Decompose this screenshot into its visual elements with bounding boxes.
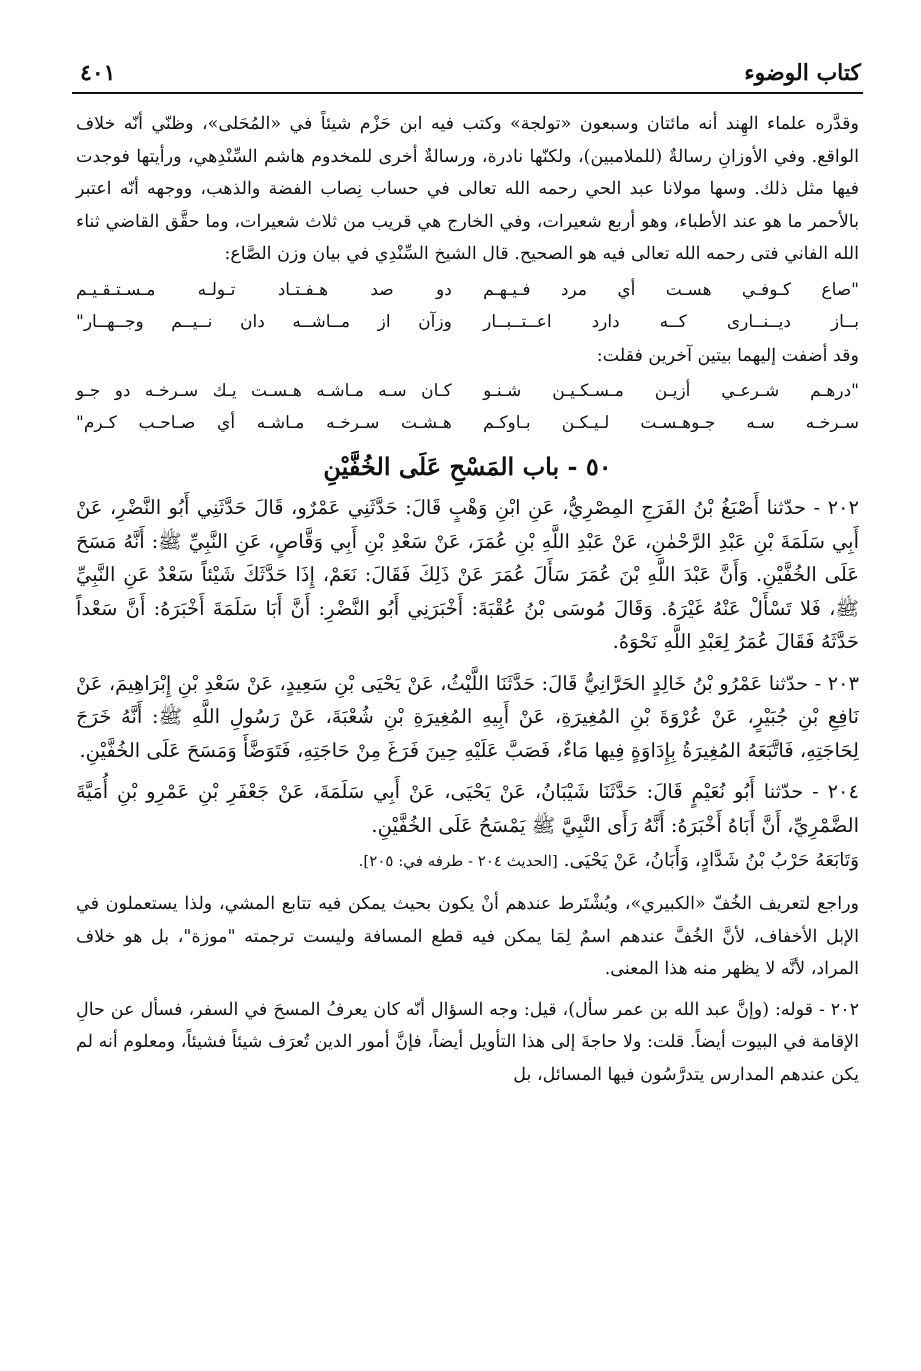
hadith-203: ٢٠٣ - حدّثنا عَمْرُو بْنُ خَالِدٍ الحَرَّانِيُّ قَالَ: حَدَّثَنَا اللَّيْثُ، عَنْ يَحْيَى بْنِ سَعِيدٍ، عَنْ سَعْدِ بْنِ إِبْرَاهِيمَ، عَنْ نَافِعِ بْنِ جُبَيْرٍ، عَنْ عُرْوَةَ بْنِ المُغِيرَةِ، عَنْ أَبِيهِ المُغِيرَةِ بْنِ شُعْبَةَ، عَنْ رَسُولِ اللَّهِ ﷺ: أَنَّهُ خَرَجَ لِحَاجَتِهِ، فَاتَّبَعَهُ المُغِيرَةُ بِإِدَاوَةٍ فِيها مَاءٌ، فَصَبَّ عَلَيْهِ حِينَ فَرَغَ مِنْ حَاجَتِهِ، فَتَوَضَّأَ وَمَسَحَ عَلَى الخُفَّيْنِ. [76, 671, 859, 762]
page-body [76, 108, 859, 1091]
chapter-title: ٥٠ - باب المَسْحِ عَلَى الخُفَّيْنِ [323, 452, 612, 481]
bridge-line: وقد أضفت إليهما بيتين آخرين فقلت: [596, 345, 859, 366]
hemistich-left: هـشـت سـرخـه مـاشـه أي صـاحـب كـرم" [76, 413, 452, 433]
poem-block-2 [76, 375, 859, 439]
page-number: ٤٠١ [80, 60, 116, 86]
intro-paragraph: وقدَّره علماء الهِند أنه مائتان وسبعون «تولجة» وكتب فيه ابن حَزْم شيئاً في «المُحَلى»، وظنّي أنّه خلاف الواقع. وفي الأوزانِ رسالةٌ (للملامبين)، ولكنّها نادرة، ورسالةٌ أخرى للمخدوم هاشم السِّنْدِهي، ورأيتها فوجدت فيها مثل ذلك. وسها مولانا عبد الحي رحمه الله تعالى في حساب نِصاب الفضة والذهب، ووجهه أنّه اعتبر بالأحمر ما هو عند الأطباء، وهو أربع شعيرات، وفي الخارج هي قريب من ثلاث شعيرات، وما حقَّق القاضي ثناء الله الفاني فتى رحمه الله تعالى فيه هو الصحيح. قال الشيخ السِّنْدِي في بيان وزن الصَّاع: [76, 114, 859, 264]
hadith-followup [76, 844, 859, 878]
poem-line [76, 306, 859, 338]
hadith-202: ٢٠٢ - حدّثنا أَصْبَغُ بْنُ الفَرَجِ المِصْرِيُّ، عَنِ ابْنِ وَهْبٍ قَالَ: حَدَّثَنِي عَمْرٌو، قَالَ حَدَّثَنِي أَبُو النَّضْرِ، عَنْ أَبِي سَلَمَةَ بْنِ عَبْدِ الرَّحْمٰنِ، عَنْ عَبْدِ اللَّهِ بْنِ عُمَرَ، عَنْ سَعْدِ بْنِ أَبِي وَقَّاصٍ، عَنِ النَّبِيِّ ﷺ: أَنَّهُ مَسَحَ عَلَى الخُفَّيْنِ. وَأَنَّ عَبْدَ اللَّهِ بْنَ عُمَرَ سَأَلَ عُمَرَ عَنْ ذَلِكَ فَقَالَ: نَعَمْ، إِذَا حَدَّثَكَ شَيْئاً سَعْدٌ عَنِ النَّبِيِّ ﷺ، فَلا تَسْأَلْ عَنْهُ غَيْرَهُ. وَقَالَ مُوسَى بْنُ عُقْبَةَ: أَخْبَرَنِي أَبُو النَّضْرِ: أَنَّ أَبَا سَلَمَةَ أَخْبَرَهُ: أَنَّ سَعْداً حَدَّثَهُ فَقَالَ عُمَرُ لِعَبْدِ اللَّهِ نَحْوَهُ. [76, 496, 859, 653]
hemistich-right: "درهـم شـرعـي أزيـن مـسـكـيـن شـنـو [483, 381, 859, 401]
poem-block-1 [76, 274, 859, 338]
hemistich-right: بــاز ديــنــارى كــه دارد اعــتــبــار [483, 311, 859, 332]
poem-line [76, 274, 859, 306]
hemistich-right: "صاع كـوفـي هسـت أي مرد فـيـهـم [483, 279, 859, 300]
followup-text: وَتَابَعَهُ حَرْبُ بْنُ شَدَّادٍ، وَأَبَانُ، عَنْ يَحْيَى. [563, 850, 859, 871]
running-title: كتاب الوضوء [744, 60, 861, 86]
poem-line [76, 375, 859, 407]
commentary-note-2: ٢٠٢ - قوله: (وإنَّ عبد الله بن عمر سأل)، قيل: وجه السؤال أنّه كان يعرفُ المسحَ في السفر، فسأل عن حالِ الإقامة في البيوت أيضاً. قلت: ولا حاجةَ إلى هذا التأويل أيضاً، فإنَّ أمور الدين تُعرَف شيئاً فشيئاً، ومعلوم أنه لم يكن عندهم المدارس يتدرَّسُون فيها المسائل، بل [76, 999, 859, 1085]
hadith-cross-reference: [الحديث ٢٠٤ - طرفه في: ٢٠٥]. [358, 852, 558, 870]
hemistich-right: سـرخـه سـه جـوهـسـت لـيـكـن بـاوكـم [483, 413, 859, 433]
hemistich-left: وزآن از مــاشــه دان نــيــم وجــهــار" [76, 311, 452, 332]
header-rule [72, 92, 863, 94]
hemistich-left: كـان سـه مـاشـه هـسـت يـك سـرخـه دو جـو [76, 381, 452, 401]
commentary-note-1: وراجع لتعريف الخُفّ «الكبيري»، ويُشْتَرط عندهم أنْ يكون بحيث يمكن فيه تتابع المشي، ولذا يستعملون في الإبل الأخفاف، لأنَّ الخُفَّ عندهم اسمٌ لِمَا يمكن فيه قطع المسافة وليست ترجمته "موزة"، بل هو خلاف المراد، لأنَّه لا يظهر منه هذا المعنى. [76, 894, 859, 979]
page-header [80, 56, 861, 90]
hadith-204: ٢٠٤ - حدّثنا أَبُو نُعَيْمٍ قَالَ: حَدَّثَنَا شَيْبَانُ، عَنْ يَحْيَى، عَنْ أَبِي سَلَمَةَ، عَنْ جَعْفَرِ بْنِ عَمْرِو بْنِ أُمَيَّةَ الضَّمْرِيِّ، أَنَّ أَبَاهُ أَخْبَرَهُ: أَنَّهُ رَأَى النَّبِيَّ ﷺ يَمْسَحُ عَلَى الخُفَّيْنِ. [76, 780, 859, 837]
hemistich-left: دو صد هـفـتـاد تـولـه مـسـتـقـيـم [76, 279, 452, 300]
poem-line [76, 407, 859, 439]
